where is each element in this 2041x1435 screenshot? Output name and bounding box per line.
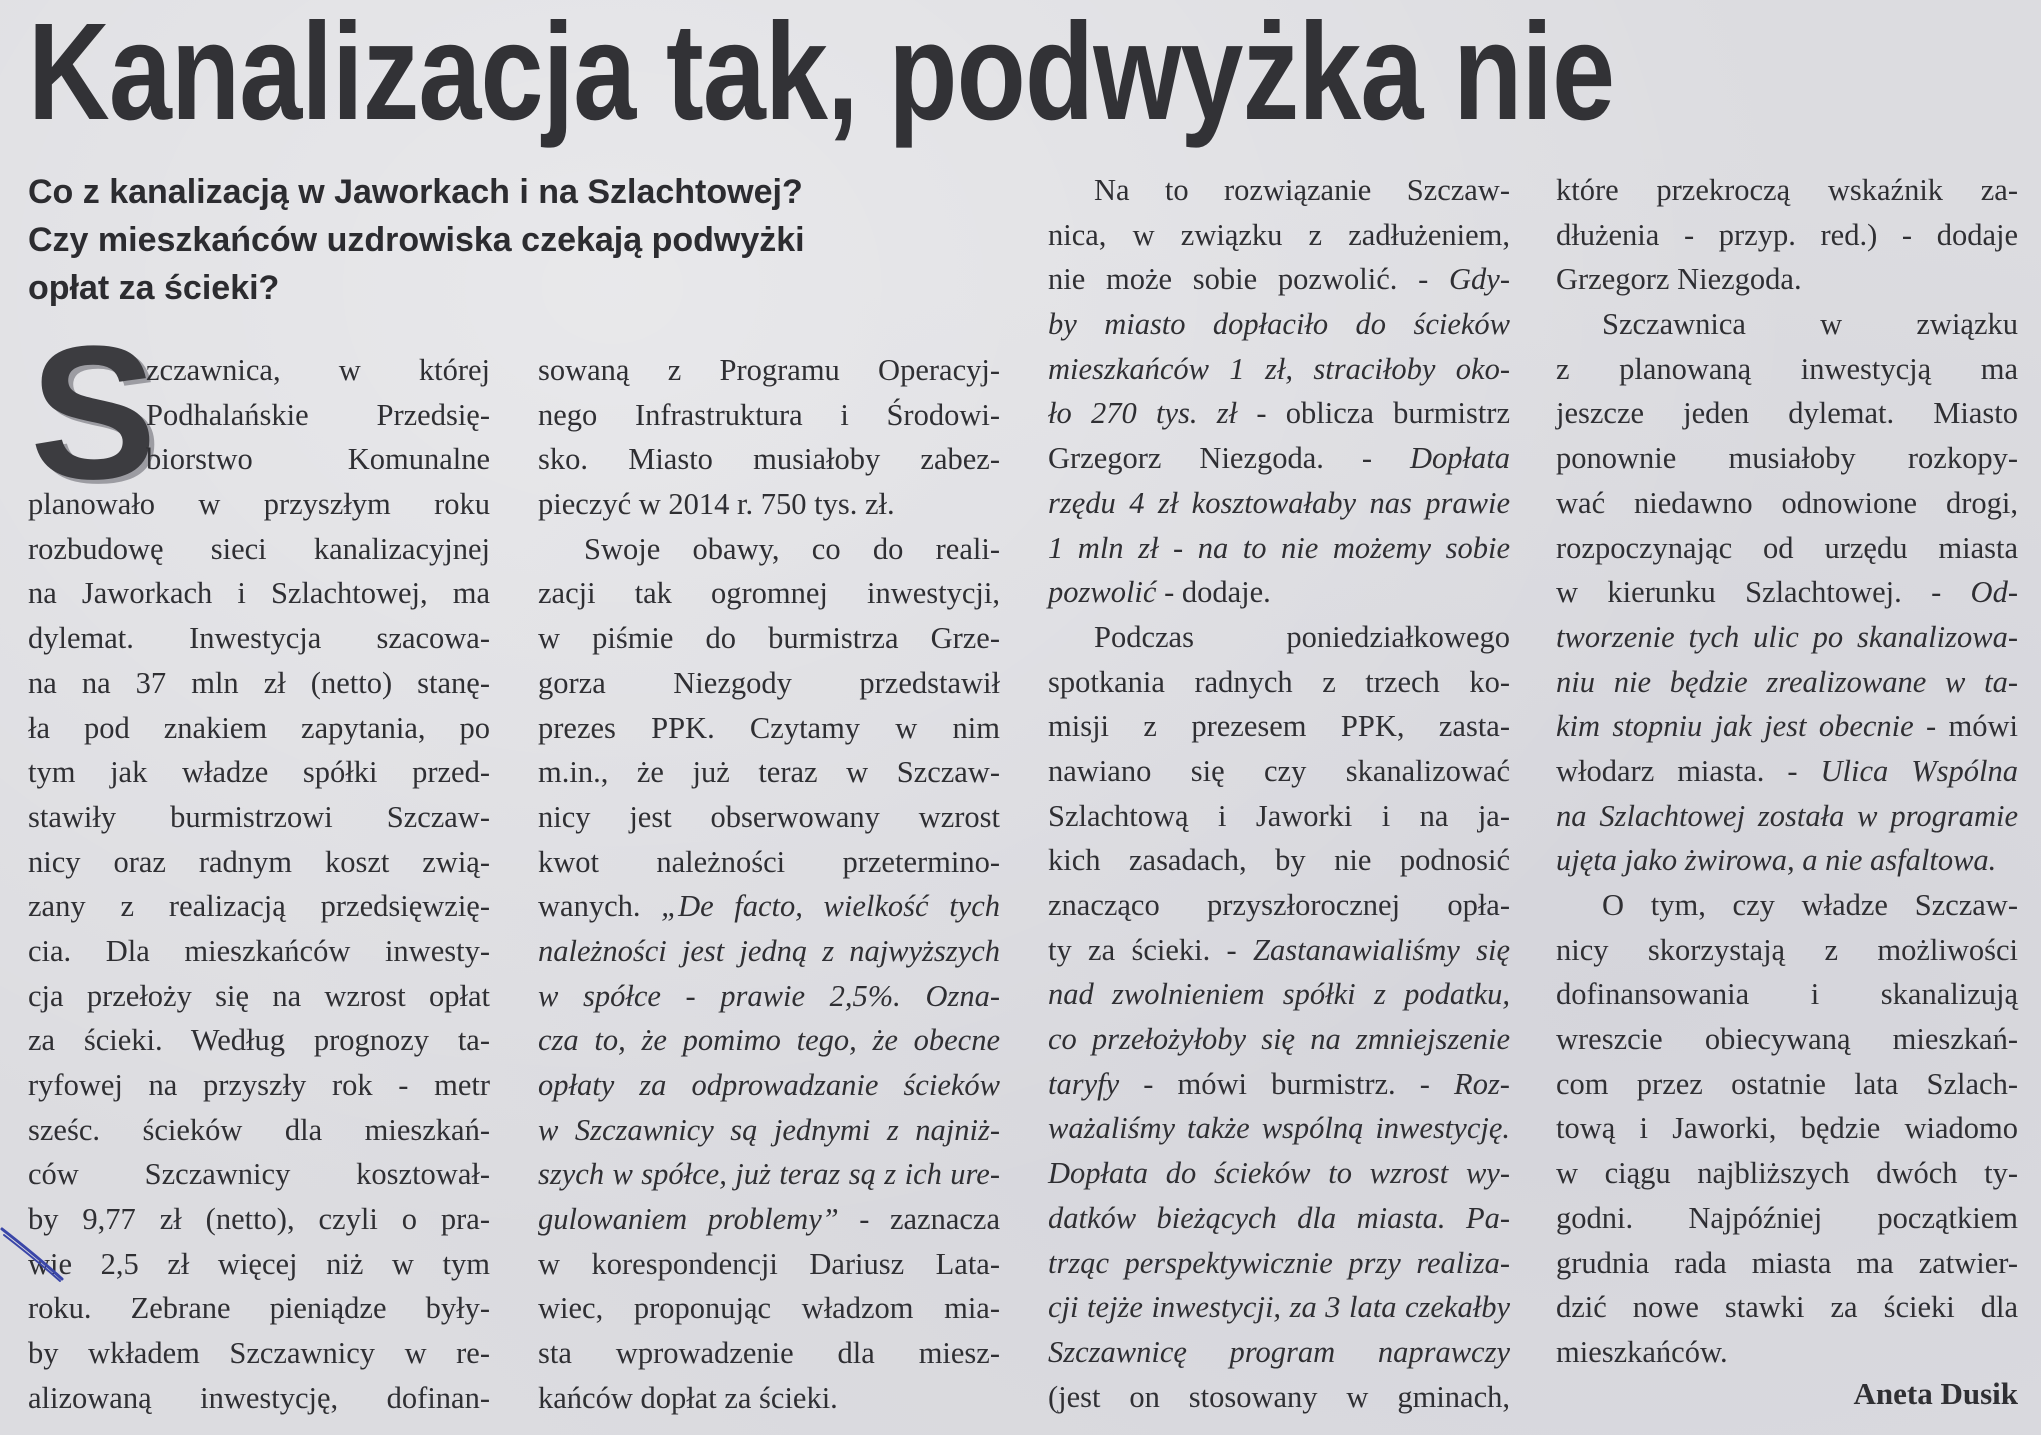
text-line: w korespondencji Dariusz Lata- — [538, 1246, 1000, 1281]
lead-paragraph — [28, 168, 1028, 312]
text-line: Swoje obawy, co do reali- — [584, 531, 1000, 566]
text-run: włodarz miasta. — [1556, 753, 1788, 788]
text-line — [1048, 257, 1510, 302]
text-line: godni. Najpóźniej początkiem — [1556, 1200, 2018, 1235]
text-line: rozbudowę sieci kanalizacyjnej — [28, 531, 490, 566]
text-line: mieszkańców. — [1556, 1334, 1728, 1369]
text-line: dzić nowe stawki za ścieki dla — [1556, 1290, 2018, 1325]
text-line: m.in., że już teraz w Szczaw- — [538, 755, 1000, 790]
quote-line: na Szlachtowej została w programie — [1556, 798, 2018, 833]
quote-line: opłaty za odprowadzanie ścieków — [538, 1068, 1000, 1102]
text-line — [1048, 928, 1510, 973]
text-line: wiec, proponując władzom mia- — [538, 1291, 1000, 1326]
text-run: ty za ścieki. — [1048, 932, 1227, 967]
text-line: kich zasadach, by nie podnosić — [1048, 843, 1510, 878]
quote-run: „De facto, wielkość tych — [661, 889, 1000, 924]
text-line — [538, 884, 1000, 929]
text-line — [1556, 570, 2018, 615]
text-line: by 9,77 zł (netto), czyli o pra- — [28, 1202, 490, 1237]
text-line: nego Infrastruktura i Środowi- — [538, 397, 1000, 432]
quote-line: mieszkańców 1 zł, straciłoby oko- — [1048, 351, 1510, 386]
text-line: O tym, czy władze Szczaw- — [1602, 888, 2018, 922]
quote-run: - Od- — [1931, 575, 2018, 610]
text-line: roku. Zebrane pieniądze były- — [28, 1291, 490, 1326]
quote-run: - Ulica Wspólna — [1787, 753, 2018, 788]
article-column-1 — [28, 348, 490, 1421]
article-column-4 — [1556, 168, 2018, 1375]
quote-line: cji tejże inwestycji, za 3 lata czekałby — [1048, 1290, 1510, 1325]
text-line: zany z realizacją przedsięwzię- — [28, 889, 490, 924]
text-line: ców Szczawnicy kosztował- — [28, 1157, 490, 1192]
drop-cap: S — [30, 307, 157, 519]
text-line: dylemat. Inwestycja szacowa- — [28, 621, 490, 656]
text-line: zczawnica, w której — [146, 353, 490, 387]
quote-line: cza to, że pomimo tego, że obecne — [538, 1023, 1000, 1058]
quote-line: niu nie będzie zrealizowane w ta- — [1556, 664, 2018, 699]
text-line: które przekroczą wskaźnik za- — [1556, 173, 2018, 207]
text-line: Grzegorz Niezgoda. — [1556, 262, 1802, 297]
text-line: znacząco przyszłorocznej opła- — [1048, 888, 1510, 922]
text-line: planowało w przyszłym roku — [28, 487, 490, 522]
quote-line: w Szczawnicy są jednymi z najniż- — [538, 1112, 1000, 1147]
quote-line: ujęta jako żwirowa, a nie asfaltowa. — [1556, 843, 1997, 878]
text-line: jeszcze jeden dylemat. Miasto — [1556, 396, 2018, 431]
text-line: Podhalańskie Przedsię- — [146, 397, 490, 432]
text-line — [1556, 704, 2018, 749]
article-column-3 — [1048, 168, 1510, 1419]
text-run: - zaznacza — [859, 1202, 1000, 1237]
quote-run: taryfy — [1048, 1066, 1144, 1101]
text-line: pieczyć w 2014 r. 750 tys. zł. — [538, 487, 895, 522]
text-line: kwot należności przetermino- — [538, 844, 1000, 879]
quote-line: rzędu 4 zł kosztowałaby nas prawie — [1048, 485, 1510, 520]
text-run: Grzegorz Niezgoda. — [1048, 441, 1362, 476]
text-line: na na 37 mln zł (netto) stanę- — [28, 665, 490, 700]
author-byline: Aneta Dusik — [1853, 1376, 2018, 1411]
text-line: rozpoczynając od urzędu miasta — [1556, 530, 2018, 565]
lead-line: opłat za ścieki? — [28, 269, 280, 307]
text-run: wanych. — [538, 889, 662, 924]
quote-run: ło 270 tys. zł — [1048, 396, 1257, 431]
text-line: nicy oraz radnym koszt zwią- — [28, 844, 490, 879]
text-line: alizowaną inwestycję, dofinan- — [28, 1380, 490, 1415]
quote-line: Szczawnicę program naprawczy — [1048, 1334, 1510, 1369]
text-line: w ciągu najbliższych dwóch ty- — [1556, 1156, 2018, 1191]
text-line: cia. Dla mieszkańców inwesty- — [28, 933, 490, 968]
quote-line: szych w spółce, już teraz są z ich ure- — [538, 1157, 1000, 1192]
pen-stroke-mark — [0, 1225, 70, 1285]
quote-line: 1 mln zł - na to nie możemy sobie — [1048, 530, 1510, 565]
lead-line: Co z kanalizacją w Jaworkach i na Szlachtowej? — [28, 173, 803, 211]
text-line: nawiano się czy skanalizować — [1048, 753, 1510, 788]
quote-line: ważaliśmy także wspólną inwestycję. — [1048, 1111, 1510, 1146]
article-column-2 — [538, 348, 1000, 1421]
quote-line: tworzenie tych ulic po skanalizowa- — [1556, 619, 2018, 654]
text-line: grudnia rada miasta ma zatwier- — [1556, 1245, 2018, 1280]
headline: Kanalizacja tak, podwyżka nie — [28, 0, 1615, 149]
text-run: - dodaje. — [1164, 575, 1271, 610]
text-line — [1048, 1062, 1510, 1107]
quote-line: co przełożyłoby się na zmniejszenie — [1048, 1022, 1510, 1057]
quote-run: - Zastanawialiśmy się — [1226, 932, 1510, 967]
quote-line: należności jest jedną z najwyższych — [538, 933, 1000, 968]
text-line: dofinansowania i skanalizują — [1556, 977, 2018, 1012]
text-line: na Jaworkach i Szlachtowej, ma — [28, 576, 490, 611]
text-line — [1048, 391, 1510, 436]
lead-line: Czy mieszkańców uzdrowiska czekają podwyżki — [28, 221, 805, 259]
quote-line: trząc perspektywicznie przy realiza- — [1048, 1245, 1510, 1280]
text-line: nicy jest obserwowany wzrost — [538, 799, 1000, 834]
text-run: nie może sobie pozwolić. — [1048, 262, 1419, 297]
text-line: z planowaną inwestycją ma — [1556, 351, 2018, 386]
quote-run: kim stopniu jak jest obecnie — [1556, 709, 1927, 744]
text-line — [1048, 570, 1510, 615]
text-line: com przez ostatnie lata Szlach- — [1556, 1066, 2018, 1101]
text-line: tym jak władze spółki przed- — [28, 755, 490, 790]
text-line: sześc. ścieków dla mieszkań- — [28, 1112, 490, 1147]
text-line: by wkładem Szczawnicy w re- — [28, 1336, 490, 1371]
text-run: - oblicza burmistrz — [1256, 396, 1511, 431]
text-line: sowaną z Programu Operacyj- — [538, 353, 1000, 387]
text-line: wie 2,5 zł więcej niż w tym — [28, 1246, 490, 1281]
quote-line: w spółce - prawie 2,5%. Ozna- — [538, 978, 1000, 1013]
text-line: Podczas poniedziałkowego — [1094, 619, 1510, 654]
text-line: sta wprowadzenie dla miesz- — [538, 1336, 1000, 1371]
text-line: zacji tak ogromnej inwestycji, — [538, 576, 1000, 611]
quote-line: datków bieżących dla miasta. Pa- — [1048, 1200, 1510, 1235]
text-line: gorza Niezgody przedstawił — [538, 665, 1000, 700]
text-run: - mówi burmistrz. — [1143, 1066, 1420, 1101]
text-line: sko. Miasto musiałoby zabez- — [538, 442, 1000, 477]
quote-run: - Dopłata — [1361, 441, 1510, 476]
text-line: wreszcie obiecywaną mieszkań- — [1556, 1022, 2018, 1057]
text-line: nicy skorzystają z możliwości — [1556, 932, 2018, 967]
text-line — [1556, 749, 2018, 794]
text-line: nica, w związku z zadłużeniem, — [1048, 217, 1510, 252]
text-line: ponownie musiałoby rozkopy- — [1556, 441, 2018, 476]
text-line: biorstwo Komunalne — [146, 442, 490, 477]
text-run: - mówi — [1926, 709, 2018, 744]
text-line: ła pod znakiem zapytania, po — [28, 710, 490, 745]
text-line: wać niedawno odnowione drogi, — [1556, 485, 2018, 520]
text-line: spotkania radnych z trzech ko- — [1048, 664, 1510, 699]
text-line: w piśmie do burmistrza Grze- — [538, 621, 1000, 656]
text-line: cja przełoży się na wzrost opłat — [28, 978, 490, 1013]
text-line: za ścieki. Według prognozy ta- — [28, 1023, 490, 1058]
text-line: prezes PPK. Czytamy w nim — [538, 710, 1000, 745]
text-line: dłużenia - przyp. red.) - dodaje — [1556, 217, 2018, 252]
quote-line: by miasto dopłaciło do ścieków — [1048, 307, 1510, 342]
quote-run: - Gdy- — [1418, 262, 1510, 297]
text-line: tową i Jaworki, będzie wiadomo — [1556, 1111, 2018, 1146]
text-run: w kierunku Szlachtowej. — [1556, 575, 1932, 610]
text-line: misji z prezesem PPK, zasta- — [1048, 709, 1510, 744]
text-line: Szlachtową i Jaworki i na ja- — [1048, 798, 1510, 833]
quote-line: Dopłata do ścieków to wzrost wy- — [1048, 1156, 1510, 1191]
text-line: stawiły burmistrzowi Szczaw- — [28, 799, 490, 834]
quote-run: - Roz- — [1419, 1066, 1510, 1101]
text-line: (jest on stosowany w gminach, — [1048, 1379, 1510, 1414]
text-line: Szczawnica w związku — [1602, 307, 2018, 342]
quote-run: gulowaniem problemy” — [538, 1202, 860, 1237]
text-line: kańców dopłat za ścieki. — [538, 1380, 838, 1415]
quote-line: nad zwolnieniem spółki z podatku, — [1048, 977, 1510, 1012]
text-line: ryfowej na przyszły rok - metr — [28, 1068, 490, 1102]
text-line: Na to rozwiązanie Szczaw- — [1094, 173, 1510, 207]
text-line — [1048, 436, 1510, 481]
quote-run: pozwolić — [1048, 575, 1165, 610]
text-line — [538, 1197, 1000, 1242]
